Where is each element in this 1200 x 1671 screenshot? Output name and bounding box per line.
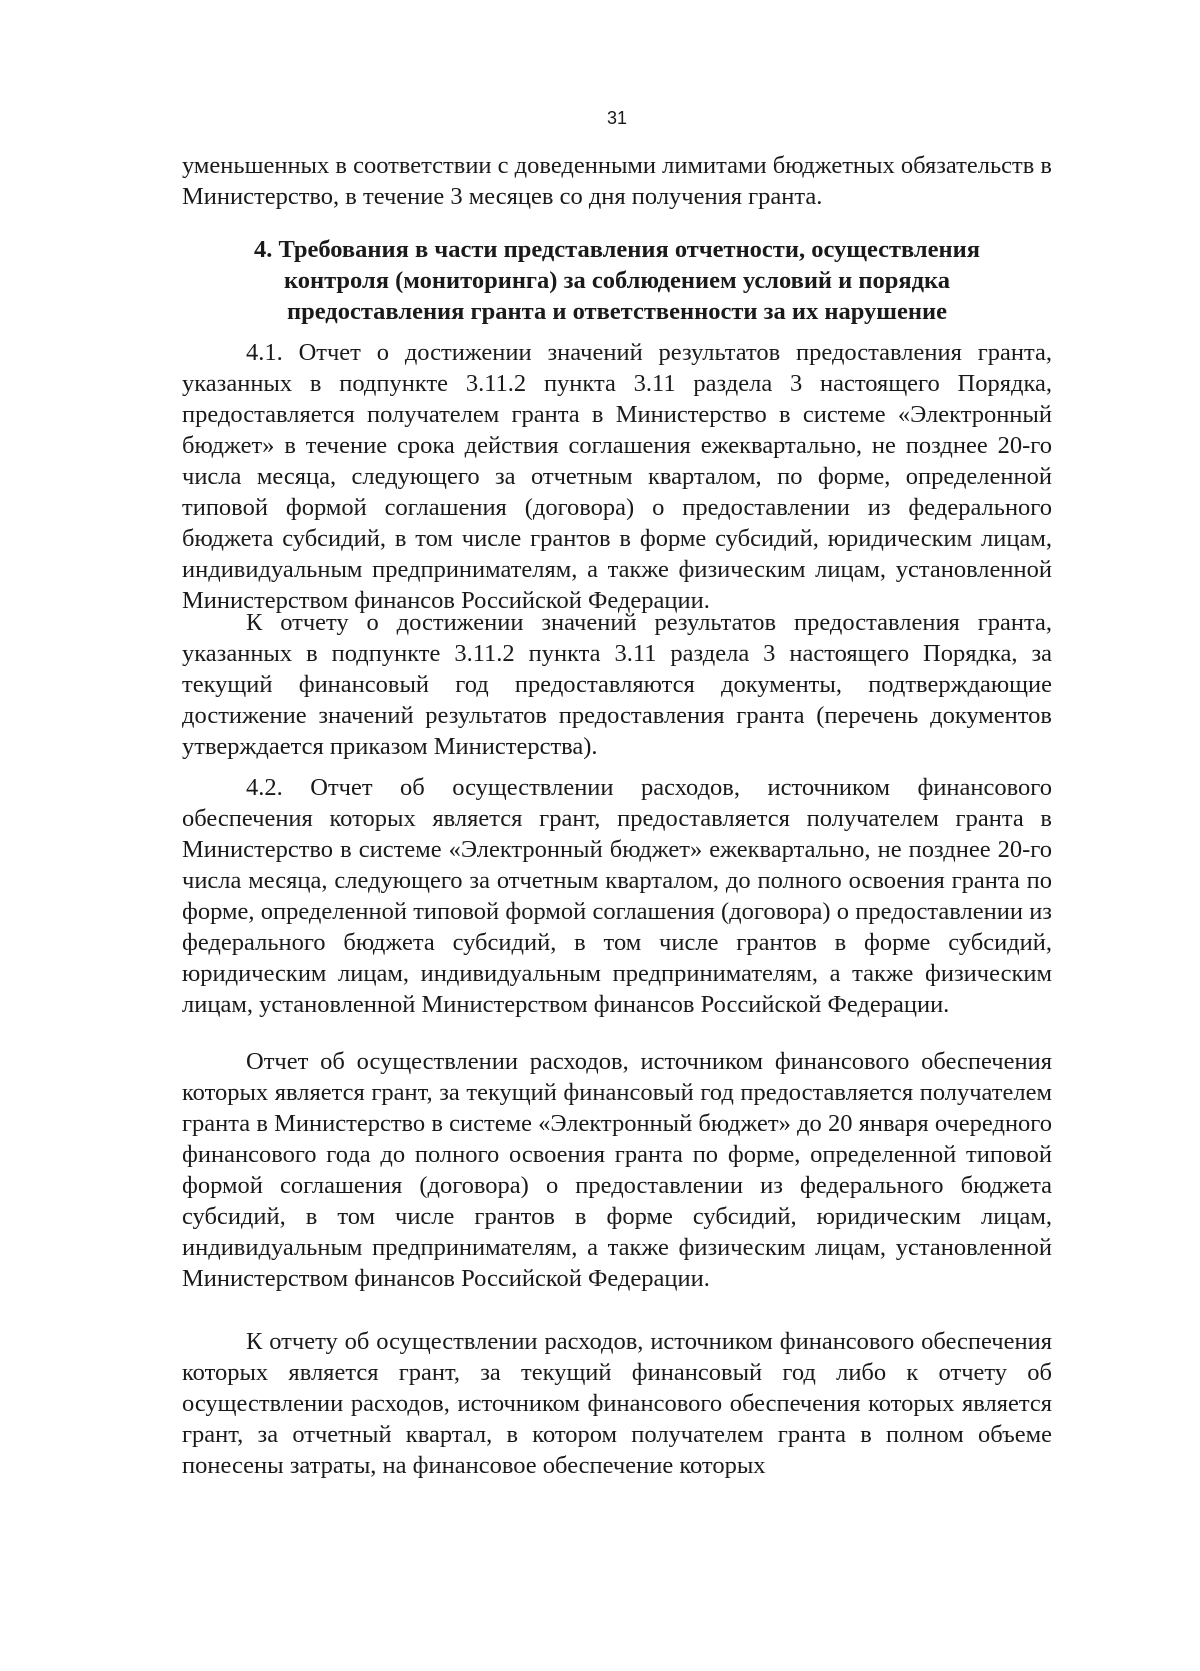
page-number: 31 [606, 108, 628, 128]
intro-paragraph: уменьшенных в соответствии с доведенными лимитами бюджетных обязательств в Министерство, в течение 3 месяцев со дня получения гранта. [182, 152, 1052, 210]
paragraph-4-2-annual-report: Отчет об осуществлении расходов, источником финансового обеспечения которых является грант, за текущий финансовый год предоставляется получателем гранта в Министерство в системе «Электронный бюджет» до 20 января очередного финансового года до полного освоения гранта по форме, определенной типовой формой соглашения (договора) о предоставлении из федерального бюджета субсидий, в том числе грантов в форме субсидий, юридическим лицам, индивидуальным предпринимателям, а также физическим лицам, установленной Министерством финансов Российской Федерации. [182, 1048, 1052, 1292]
section-heading: 4. Требования в части представления отчетности, осуществления контроля (мониторинга) за соблюдением условий и порядка предоставления гранта и ответственности за их нарушение [253, 236, 981, 325]
paragraph-4-2: 4.2. Отчет об осуществлении расходов, источником финансового обеспечения которых является грант, предоставляется получателем гранта в Министерство в системе «Электронный бюджет» ежеквартально, не позднее 20-го числа месяца, следующего за отчетным кварталом, до полного освоения гранта по форме, определенной типовой формой соглашения (договора) о предоставлении из федерального бюджета субсидий, в том числе грантов в форме субсидий, юридическим лицам, индивидуальным предпринимателям, а также физическим лицам, установленной Министерством финансов Российской Федерации. [182, 774, 1052, 1018]
paragraph-4-1: 4.1. Отчет о достижении значений результатов предоставления гранта, указанных в подпункте 3.11.2 пункта 3.11 раздела 3 настоящего Порядка, предоставляется получателем гранта в Министерство в системе «Электронный бюджет» в течение срока действия соглашения ежеквартально, не позднее 20-го числа месяца, следующего за отчетным кварталом, по форме, определенной типовой формой соглашения (договора) о предоставлении из федерального бюджета субсидий, в том числе грантов в форме субсидий, юридическим лицам, индивидуальным предпринимателям, а также физическим лицам, установленной Министерством финансов Российской Федерации. [182, 339, 1052, 614]
paragraph-4-2-attachments: К отчету об осуществлении расходов, источником финансового обеспечения которых является грант, за текущий финансовый год либо к отчету об осуществлении расходов, источником финансового обеспечения которых является грант, за отчетный квартал, в котором получателем гранта в полном объеме понесены затраты, на финансовое обеспечение которых [182, 1328, 1052, 1479]
paragraph-4-1-documents: К отчету о достижении значений результатов предоставления гранта, указанных в подпункте 3.11.2 пункта 3.11 раздела 3 настоящего Порядка, за текущий финансовый год предоставляются документы, подтверждающие достижение значений результатов предоставления гранта (перечень документов утверждается приказом Министерства). [182, 609, 1052, 760]
